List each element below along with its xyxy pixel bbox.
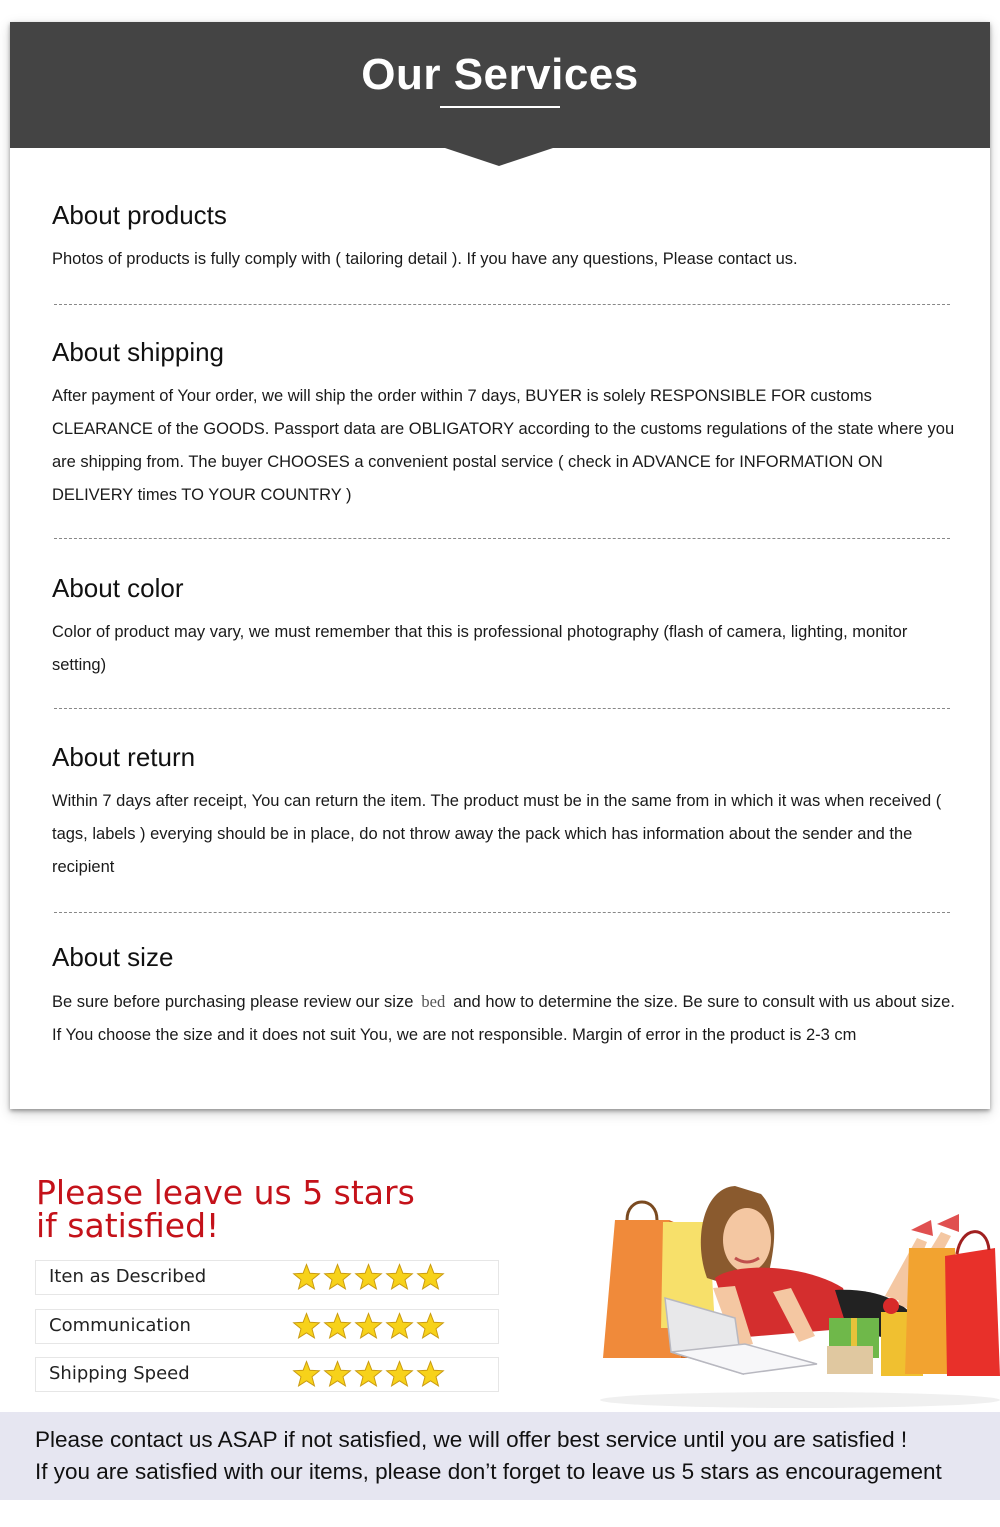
star-icon: [323, 1263, 352, 1292]
rating-label: Iten as Described: [49, 1266, 207, 1287]
star-icon: [292, 1360, 321, 1389]
star-icon: [385, 1263, 414, 1292]
banner-line: Please contact us ASAP if not satisfied, we will offer best service until you are satisfied !: [35, 1427, 908, 1452]
section-size: [52, 942, 957, 1052]
section-text: Within 7 days after receipt, You can return the item. The product must be in the same from in which it was when received ( tags, labels ) everying should be in place, do not throw away the pack which has information about the sender and the recipient: [52, 792, 942, 876]
star-icon: [385, 1360, 414, 1389]
rating-row: [35, 1260, 499, 1295]
star-icon: [416, 1360, 445, 1389]
section-divider: [54, 708, 950, 709]
services-header: [10, 22, 990, 148]
star-icon: [416, 1263, 445, 1292]
section-title: About color: [52, 573, 184, 603]
star-icon: [292, 1263, 321, 1292]
size-text-before: Be sure before purchasing please review our size: [52, 993, 414, 1011]
section-divider: [54, 912, 950, 913]
section-text: Photos of products is fully comply with ( tailoring detail ). If you have any questions, Please contact us.: [52, 250, 798, 268]
shoe: [937, 1214, 959, 1232]
rating-row: [35, 1357, 499, 1392]
rating-title-line2: if satisfied!: [36, 1206, 220, 1245]
banner-line: If you are satisfied with our items, please don’t forget to leave us 5 stars as encouragement: [35, 1459, 942, 1484]
header-notch: [445, 148, 553, 166]
rating-title-line1: Please leave us 5 stars: [36, 1173, 415, 1212]
section-title: About return: [52, 742, 196, 772]
bottom-banner: [0, 1412, 1000, 1500]
section-title: About shipping: [52, 337, 225, 367]
section-divider: [54, 304, 950, 305]
star-icon: [354, 1360, 383, 1389]
star-icon: [354, 1312, 383, 1341]
shopping-bag: [945, 1248, 1000, 1376]
section-title: About size: [52, 942, 174, 972]
star-icon: [323, 1360, 352, 1389]
shopping-illustration: [585, 1178, 1000, 1410]
star-icon: [354, 1263, 383, 1292]
section-title: About products: [52, 200, 227, 230]
gift-bow: [883, 1298, 899, 1314]
size-text-inline: bed: [421, 992, 446, 1011]
rating-label: Shipping Speed: [49, 1363, 190, 1384]
floor-shadow: [600, 1392, 1000, 1408]
section-text: After payment of Your order, we will ship the order within 7 days, BUYER is solely RESPONSIBLE FOR customs CLEARANCE of the GOODS. Passport data are OBLIGATORY according to the customs regulations of the state where you are shipping from. The buyer CHOOSES a convenient postal service ( check in ADVANCE for INFORMATION ON DELIVERY times TO YOUR COUNTRY ): [52, 387, 955, 504]
rating-title: [36, 1173, 415, 1245]
gift-box: [827, 1346, 873, 1374]
section-text: [52, 985, 957, 1052]
section-products: [52, 200, 957, 276]
section-shipping: [52, 337, 957, 512]
star-icon: [292, 1312, 321, 1341]
shoe: [911, 1220, 933, 1236]
rating-label: Communication: [49, 1315, 191, 1336]
section-text: Color of product may vary, we must remember that this is professional photography (flash of camera, lighting, monitor setting): [52, 623, 908, 674]
bag-handle: [627, 1202, 657, 1220]
title-underline: [440, 106, 560, 108]
section-divider: [54, 538, 950, 539]
star-rating: [292, 1263, 445, 1292]
star-icon: [323, 1312, 352, 1341]
section-color: [52, 573, 957, 682]
services-card: [10, 22, 990, 1109]
size-text-after: and how to determine the size. Be sure to consult with us about size. If You choose the size and it does not suit You, we are not responsible. Margin of error in the product is 2-3 cm: [52, 993, 955, 1044]
star-rating: [292, 1312, 445, 1341]
star-icon: [385, 1312, 414, 1341]
star-rating: [292, 1360, 445, 1389]
star-icon: [416, 1312, 445, 1341]
page-title: Our Services: [361, 50, 639, 99]
section-return: [52, 742, 957, 884]
rating-row: [35, 1309, 499, 1344]
